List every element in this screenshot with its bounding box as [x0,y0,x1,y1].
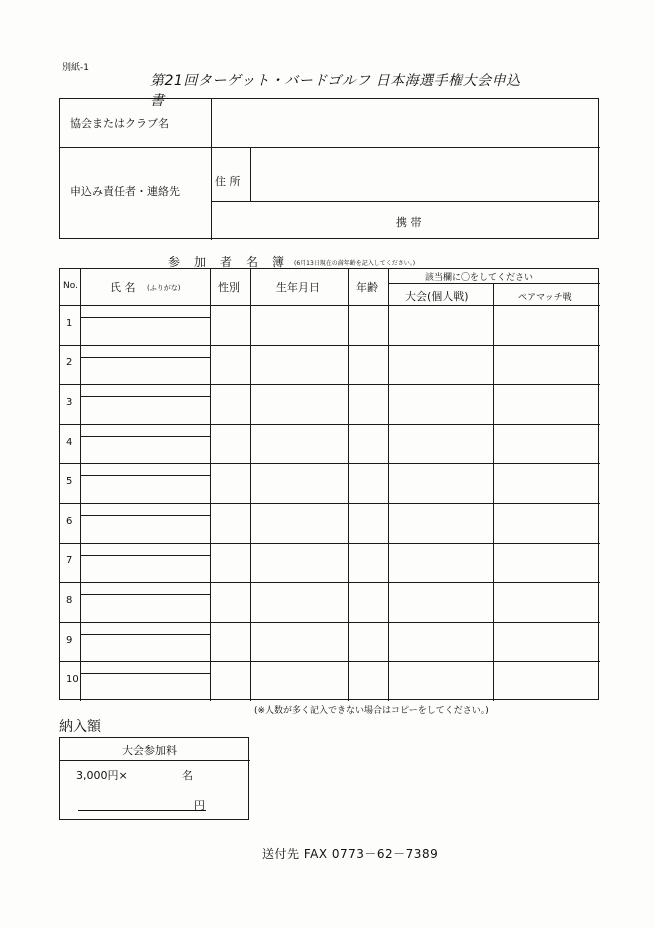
total-amount-field[interactable] [78,792,206,811]
name-cell[interactable] [81,346,210,384]
table-row [60,503,600,543]
individual-cell[interactable] [389,464,493,502]
table-row [60,384,600,424]
row-number: 10 [66,674,79,686]
age-cell[interactable] [349,623,388,661]
birthdate-cell[interactable] [251,623,348,661]
gender-cell[interactable] [211,385,250,423]
pair-cell[interactable] [494,623,600,661]
table-row [60,463,600,503]
birthdate-cell[interactable] [251,544,348,582]
applicant-box [59,98,599,239]
fee-box [59,737,249,820]
address-label: 住 所 [215,175,241,188]
gender-cell[interactable] [211,425,250,463]
col-individual: 大会(個人戦) [405,290,469,303]
birthdate-cell[interactable] [251,385,348,423]
row-number: 9 [66,634,73,646]
name-cell[interactable] [81,425,210,463]
individual-cell[interactable] [389,504,493,542]
gender-cell[interactable] [211,662,250,700]
name-cell[interactable] [81,544,210,582]
age-cell[interactable] [349,306,388,344]
table-row [60,622,600,662]
col-gender: 性別 [218,281,240,294]
col-age: 年齢 [356,281,378,294]
age-cell[interactable] [349,385,388,423]
name-cell[interactable] [81,583,210,621]
row-number: 1 [66,317,73,329]
age-cell[interactable] [349,504,388,542]
age-cell[interactable] [349,464,388,502]
gender-cell[interactable] [211,544,250,582]
pair-cell[interactable] [494,464,600,502]
row-number: 8 [66,594,73,606]
row-number: 6 [66,515,73,527]
individual-cell[interactable] [389,306,493,344]
pair-cell[interactable] [494,425,600,463]
pair-cell[interactable] [494,583,600,621]
fee-amount: 3,000円× [76,769,128,782]
age-cell[interactable] [349,583,388,621]
pair-cell[interactable] [494,385,600,423]
roster-table [59,268,599,700]
col-pair: ペアマッチ戦 [518,293,572,303]
row-number: 7 [66,555,73,567]
birthdate-cell[interactable] [251,306,348,344]
table-row [60,543,600,583]
col-check-header: 該当欄に〇をしてください [425,273,534,283]
birthdate-cell[interactable] [251,425,348,463]
birthdate-cell[interactable] [251,504,348,542]
gender-cell[interactable] [211,464,250,502]
gender-cell[interactable] [211,306,250,344]
contact-person-label: 申込み責任者・連絡先 [70,185,180,198]
birthdate-cell[interactable] [251,346,348,384]
address-field[interactable] [251,148,598,200]
name-cell[interactable] [81,504,210,542]
birthdate-cell[interactable] [251,662,348,700]
table-row [60,305,600,345]
col-name-note: (ふりがな) [147,284,181,292]
birthdate-cell[interactable] [251,583,348,621]
pair-cell[interactable] [494,662,600,700]
row-number: 3 [66,396,73,408]
payment-heading: 納入額 [59,719,101,735]
people-unit: 名 [182,769,193,782]
document-number: 別紙-1 [62,63,89,73]
people-count-field[interactable] [152,766,180,782]
birthdate-cell[interactable] [251,464,348,502]
club-name-field[interactable] [212,100,598,146]
club-name-label: 協会またはクラブ名 [70,117,169,130]
fee-label: 大会参加料 [122,744,177,757]
table-row [60,661,600,701]
row-number: 2 [66,357,73,369]
individual-cell[interactable] [389,385,493,423]
form-title: 第21回ターゲット・バードゴルフ 日本海選手権大会申込書 [150,73,521,109]
individual-cell[interactable] [389,346,493,384]
table-row [60,582,600,622]
name-cell[interactable] [81,623,210,661]
name-cell[interactable] [81,662,210,700]
gender-cell[interactable] [211,346,250,384]
gender-cell[interactable] [211,583,250,621]
age-cell[interactable] [349,662,388,700]
row-number: 5 [66,476,73,488]
individual-cell[interactable] [389,583,493,621]
age-cell[interactable] [349,544,388,582]
pair-cell[interactable] [494,346,600,384]
roster-heading-note: (6月13日現在の満年齢を記入してください。) [294,260,416,267]
table-row [60,424,600,464]
col-birthdate: 生年月日 [276,281,320,294]
yen-unit: 円 [194,799,205,812]
roster-heading: 参加者名簿 [168,255,299,269]
individual-cell[interactable] [389,425,493,463]
individual-cell[interactable] [389,662,493,700]
individual-cell[interactable] [389,623,493,661]
age-cell[interactable] [349,346,388,384]
mobile-field[interactable] [212,202,598,238]
gender-cell[interactable] [211,623,250,661]
individual-cell[interactable] [389,544,493,582]
name-cell[interactable] [81,385,210,423]
pair-cell[interactable] [494,544,600,582]
roster-footnote: (※人数が多く記入できない場合はコピーをしてください。) [254,706,489,716]
row-number: 4 [66,436,73,448]
name-cell[interactable] [81,306,210,344]
col-no: No. [63,281,78,291]
gender-cell[interactable] [211,504,250,542]
pair-cell[interactable] [494,504,600,542]
table-row [60,345,600,385]
col-name: 氏 名 [110,281,136,294]
name-cell[interactable] [81,464,210,502]
pair-cell[interactable] [494,306,600,344]
send-to-fax: 送付先 FAX 0773－62－7389 [262,847,439,861]
age-cell[interactable] [349,425,388,463]
mobile-label: 携 帯 [396,216,422,229]
